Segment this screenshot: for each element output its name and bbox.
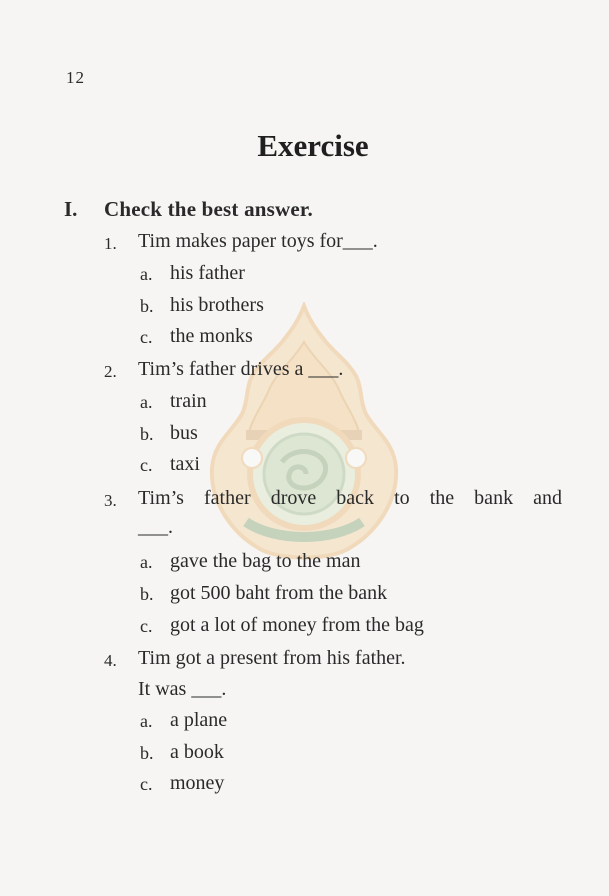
- question-text-continued: It was ___.: [138, 678, 227, 700]
- option-text: money: [170, 772, 225, 794]
- option-text: a plane: [170, 709, 228, 731]
- question-text: Tim’s father drives a ___.: [138, 358, 344, 380]
- section-number: I.: [64, 197, 78, 221]
- option-text: got a lot of money from the bag: [170, 614, 424, 636]
- option-letter: c.: [140, 327, 153, 347]
- option-letter: a.: [140, 552, 153, 572]
- question-text-continued: ___.: [138, 516, 173, 538]
- option-text: his father: [170, 262, 245, 284]
- option-letter: a.: [140, 392, 153, 412]
- option-letter: c.: [140, 455, 153, 475]
- option-letter: b.: [140, 584, 154, 604]
- option-letter: b.: [140, 296, 154, 316]
- option-letter: c.: [140, 616, 153, 636]
- option-text: got 500 baht from the bank: [170, 582, 388, 604]
- option-letter: a.: [140, 711, 153, 731]
- option-text: train: [170, 390, 207, 412]
- question-number: 2.: [104, 362, 117, 381]
- page-number: 12: [66, 68, 85, 87]
- option-text: taxi: [170, 453, 200, 475]
- question-text: Tim makes paper toys for___.: [138, 230, 378, 252]
- page-title: Exercise: [257, 128, 369, 163]
- option-text: a book: [170, 741, 224, 763]
- option-text: gave the bag to the man: [170, 550, 361, 572]
- section-instruction: Check the best answer.: [104, 197, 313, 221]
- question-number: 1.: [104, 234, 117, 253]
- question-text: Tim got a present from his father.: [138, 647, 406, 669]
- option-letter: b.: [140, 424, 154, 444]
- option-letter: c.: [140, 774, 153, 794]
- question-number: 3.: [104, 491, 117, 510]
- option-text: the monks: [170, 325, 253, 347]
- question-text: Tim’s father drove back to the bank and: [138, 487, 562, 509]
- question-number: 4.: [104, 651, 117, 670]
- option-letter: a.: [140, 264, 153, 284]
- option-letter: b.: [140, 743, 154, 763]
- option-text: his brothers: [170, 294, 264, 316]
- option-text: bus: [170, 422, 198, 444]
